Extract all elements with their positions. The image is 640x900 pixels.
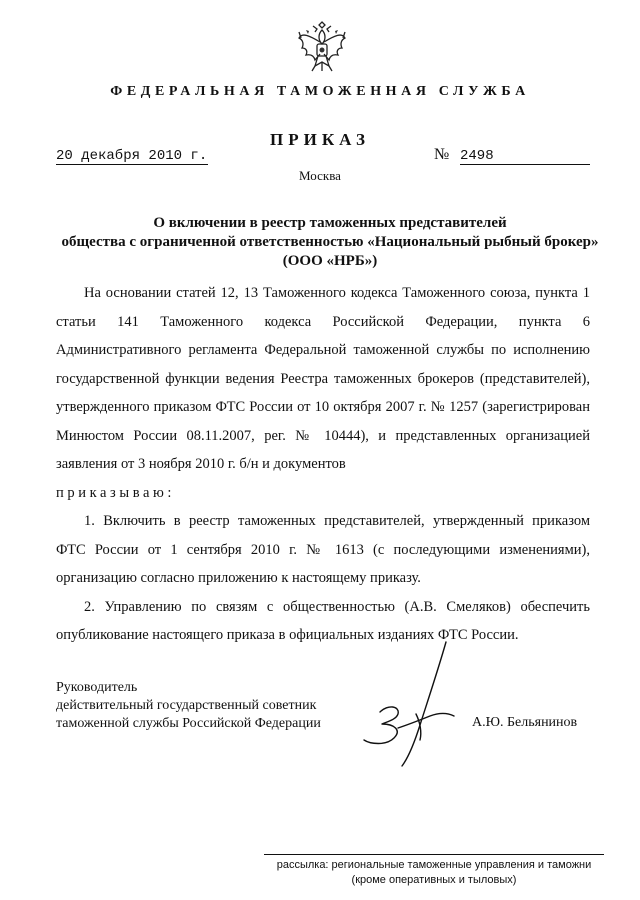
preamble-paragraph: На основании статей 12, 13 Таможенного кодекса Таможенного союза, пункта 1 статьи 141 Таможенного кодекса Российской Федерации, пункта 6 Административного регламента Федеральной таможенной службы по исполнению государственной функции ведения Реестра таможенных брокеров (представителей), утвержденного приказом ФТС России от 10 октября 2007 г. № 1257 (зарегистрирован Минюстом России 08.11.2007, рег. № 10444), и представленных организацией заявления от 3 ноября 2010 г. б/н и документов	[56, 285, 590, 472]
double-headed-eagle-emblem-icon	[296, 18, 348, 76]
signatory-title-line-3: таможенной службы Российской Федерации	[56, 716, 321, 731]
signatory-title	[56, 679, 321, 733]
order-body	[56, 279, 590, 650]
distribution-line-2: (кроме оперативных и тыловых)	[351, 874, 517, 886]
agency-name: ФЕДЕРАЛЬНАЯ ТАМОЖЕННАЯ СЛУЖБА	[110, 84, 530, 99]
signatory-title-line-2: действительный государственный советник	[56, 698, 317, 713]
distribution-note	[264, 854, 604, 888]
order-item-1: 1. Включить в реестр таможенных представителей, утвержденный приказом ФТС России от 1 сентября 2010 г. № 1613 (с последующими изменениями), организацию согласно приложению к настоящему приказу.	[56, 513, 590, 586]
distribution-line-1: рассылка: региональные таможенные управления и таможни	[276, 859, 592, 871]
order-item-2: 2. Управлению по связям с общественностью (А.В. Смеляков) обеспечить опубликование настоящего приказа в официальных изданиях ФТС России.	[56, 598, 590, 643]
order-word-text: приказываю:	[56, 484, 176, 501]
order-number: 2498	[460, 148, 590, 165]
signatory-title-line-1: Руководитель	[56, 680, 138, 695]
subject-line-2: общества с ограниченной ответственностью «Национальный рыбный брокер»	[61, 234, 599, 250]
city-name: Москва	[299, 168, 341, 183]
signatory-name: А.Ю. Бельянинов	[472, 715, 578, 730]
subject-line-1: О включении в реестр таможенных представителей	[153, 215, 507, 231]
handwritten-signature-icon	[358, 640, 468, 770]
order-date: 20 декабря 2010 г.	[56, 148, 208, 164]
order-subject	[60, 214, 600, 271]
subject-line-3: (ООО «НРБ»)	[282, 253, 378, 269]
document-type-title: ПРИКАЗ	[270, 130, 370, 149]
order-number-label: №	[434, 146, 450, 163]
order-word	[56, 479, 590, 508]
